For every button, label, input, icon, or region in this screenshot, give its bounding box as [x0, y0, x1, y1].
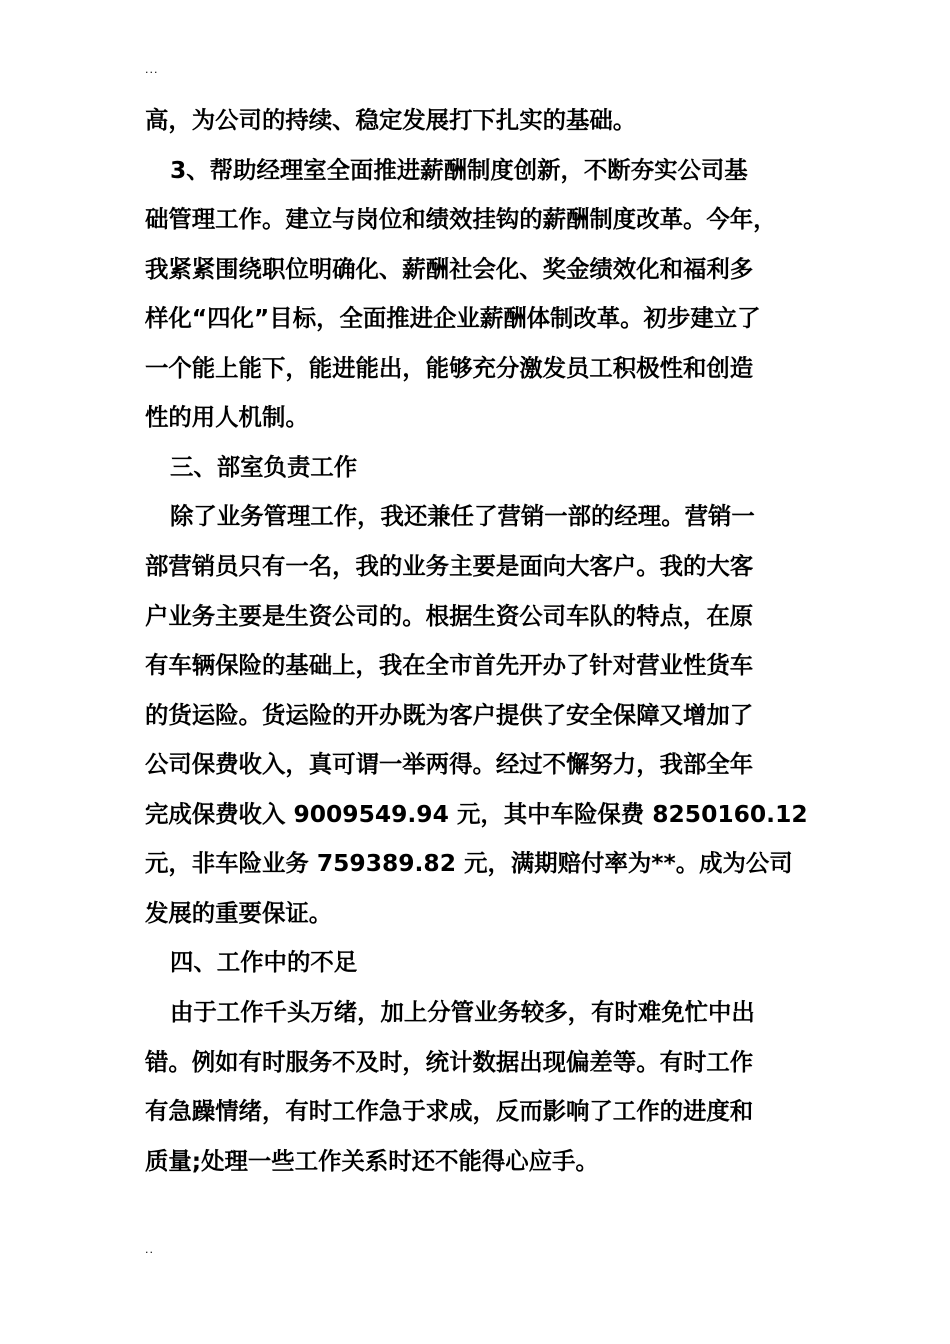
text-line: 发展的重要保证。 [145, 899, 333, 927]
text-line: 由于工作千头万绪，加上分管业务较多，有时难免忙中出 [170, 998, 755, 1026]
section-heading: 三、部室负责工作 [170, 453, 358, 481]
text-line: 公司保费收入，真可谓一举两得。经过不懈努力，我部全年 [145, 750, 754, 778]
text-line: 我紧紧围绕职位明确化、薪酬社会化、奖金绩效化和福利多 [145, 255, 754, 283]
text-line: 础管理工作。建立与岗位和绩效挂钩的薪酬制度改革。今年， [145, 205, 777, 233]
text-line: 元，非车险业务 759389.82 元，满期赔付率为**。成为公司 [145, 849, 793, 877]
section-heading: 四、工作中的不足 [170, 948, 358, 976]
text-line: 有车辆保险的基础上，我在全市首先开办了针对营业性货车 [145, 651, 754, 679]
text-line: 样化“四化”目标，全面推进企业薪酬体制改革。初步建立了 [145, 304, 761, 332]
text-line: 性的用人机制。 [145, 403, 309, 431]
text-line: 一个能上能下，能进能出，能够充分激发员工积极性和创造 [145, 354, 754, 382]
footer-marker: .. [145, 1243, 154, 1256]
text-line: 质量;处理一些工作关系时还不能得心应手。 [145, 1147, 599, 1175]
text-line: 除了业务管理工作，我还兼任了营销一部的经理。营销一 [170, 502, 755, 530]
text-line: 3、帮助经理室全面推进薪酬制度创新，不断夯实公司基 [170, 156, 748, 184]
text-line: 错。例如有时服务不及时，统计数据出现偏差等。有时工作 [145, 1048, 754, 1076]
text-line: 户业务主要是生资公司的。根据生资公司车队的特点，在原 [145, 602, 754, 630]
text-line: 有急躁情绪，有时工作急于求成，反而影响了工作的进度和 [145, 1097, 754, 1125]
header-marker: ... [145, 63, 159, 76]
text-line: 部营销员只有一名，我的业务主要是面向大客户。我的大客 [145, 552, 754, 580]
text-line: 高，为公司的持续、稳定发展打下扎实的基础。 [145, 106, 637, 134]
text-line: 完成保费收入 9009549.94 元，其中车险保费 8250160.12 [145, 800, 808, 828]
text-line: 的货运险。货运险的开办既为客户提供了安全保障又增加了 [145, 701, 754, 729]
